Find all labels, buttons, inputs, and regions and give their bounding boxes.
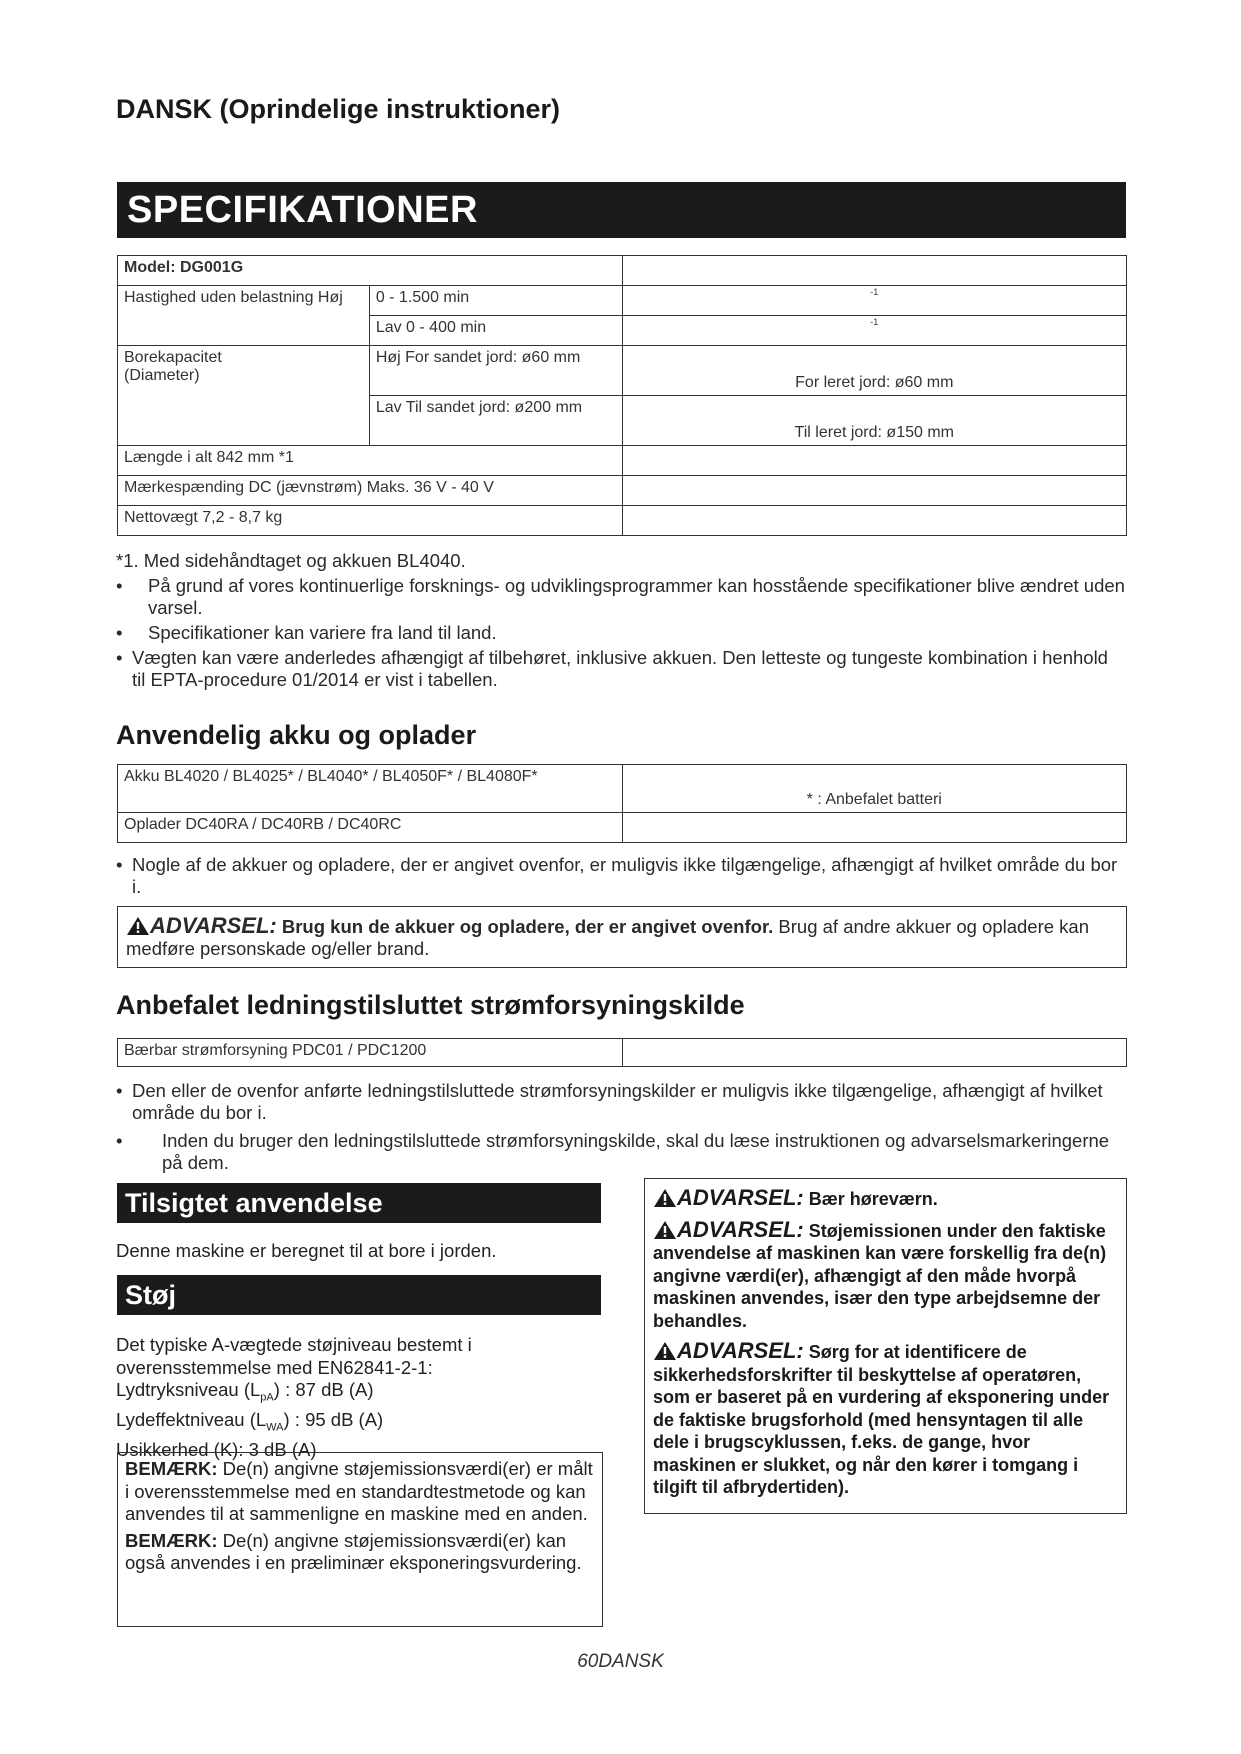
bullet-dot: •	[116, 1130, 123, 1151]
intended-use-text: Denne maskine er beregnet til at bore i jorden.	[116, 1240, 497, 1261]
speed-high-value: 0 - 1.500 min	[369, 286, 622, 316]
specifications-table	[117, 255, 1127, 536]
unit-superscript: -1	[870, 287, 879, 297]
capacity-low-sand: Lav Til sandet jord: ø200 mm	[369, 396, 622, 446]
note-item: • Specifikationer kan variere fra land til land.	[116, 622, 497, 643]
power-supply-heading: Anbefalet ledningstilsluttet strømforsyningskilde	[116, 990, 745, 1020]
noise-note-1: BEMÆRK: De(n) angivne støjemissionsværdi(er) er målt i overensstemmelse med en standardtestmetode og kan anvendes til at sammenligne en maskine med en anden.	[125, 1458, 593, 1524]
specifications-heading: SPECIFIKATIONER	[117, 182, 1126, 238]
warning-text: Brug af andre akkuer og opladere kan medføre personskade og/eller brand.	[126, 916, 1090, 959]
bullet-dot: •	[116, 854, 123, 875]
noise-values	[116, 1334, 602, 1462]
intended-use-heading: Tilsigtet anvendelse	[117, 1183, 601, 1223]
note-item: • Vægten kan være anderledes afhængigt af tilbehøret, inklusive akkuen. Den letteste og tungeste kombination i henhold til EPTA-procedure 01/2014 er vist i tabellen.	[116, 647, 1108, 690]
battery-availability-note: • Nogle af de akkuer og opladere, der er angivet ovenfor, er muligvis ikke tilgængelige, afhængigt af hvilket område du bor i.	[116, 854, 1118, 897]
noise-notes-box	[117, 1452, 603, 1627]
warning-triangle-icon	[126, 916, 150, 936]
document-language-title: DANSK (Oprindelige instruktioner)	[116, 94, 561, 124]
overall-length: Længde i alt 842 mm *1	[118, 446, 623, 476]
specification-notes	[116, 550, 1126, 691]
battery-list: Akku BL4020 / BL4025* / BL4040* / BL4050F* / BL4080F*	[118, 765, 623, 813]
speed-low-value: Lav 0 - 400 min	[369, 316, 622, 346]
warning-word: ADVARSEL:	[677, 1216, 804, 1242]
rated-voltage: Mærkespænding DC (jævnstrøm) Maks. 36 V - 40 V	[118, 476, 623, 506]
note-label: BEMÆRK:	[125, 1529, 218, 1551]
warning-triangle-icon	[653, 1188, 677, 1208]
warning-word: ADVARSEL:	[677, 1185, 804, 1210]
warning-triangle-icon	[653, 1341, 677, 1361]
sound-pressure-level: Lydtryksniveau $(L_{pA})$ : 87 dB (A)	[116, 1379, 374, 1404]
speed-label: Hastighed uden belastning Høj	[118, 286, 370, 346]
charger-list: Oplader DC40RA / DC40RB / DC40RC	[118, 813, 623, 843]
bullet-dot: •	[116, 647, 123, 668]
note-item: • Inden du bruger den ledningstilsluttede strømforsyningskilde, skal du læse instruktionen og advarselsmarkeringerne på dem.	[116, 1130, 1110, 1173]
noise-warnings-box	[644, 1178, 1127, 1514]
net-weight: Nettovægt 7,2 - 8,7 kg	[118, 506, 623, 536]
note-item: • Den eller de ovenfor anførte ledningstilsluttede strømforsyningskilder er muligvis ikke tilgængelige, afhængigt af hvilket område du bor i.	[116, 1080, 1103, 1123]
noise-heading: Støj	[117, 1275, 601, 1315]
model-label: Model: DG001G	[118, 256, 623, 286]
recommended-battery-note: * : Anbefalet batteri	[622, 765, 1127, 813]
noise-note-2: BEMÆRK: De(n) angivne støjemissionsværdi(er) kan også anvendes i en præliminær eksponeringsvurdering.	[125, 1529, 582, 1573]
battery-warning-box	[117, 906, 1127, 968]
sound-power-level: Lydeffektniveau $(L_{WA})$ : 95 dB (A)	[116, 1409, 384, 1434]
unit-superscript: -1	[870, 317, 879, 327]
power-supply-notes	[116, 1080, 1126, 1174]
bullet-dot: •	[116, 622, 123, 643]
power-supply-table	[117, 1038, 1127, 1067]
warning-safety-measures: ADVARSEL: Sørg for at identificere de sikkerhedsforskrifter til beskyttelse af operatøren, som er baseret på en vurdering af eksponering under de faktiske brugsforhold (med hensyntagen til alle dele i brugscyklussen, f.eks. de gange, hvor maskinen er slukket, og når den kører i tomgang i tilgift til afbrydertiden).	[653, 1338, 1110, 1497]
bullet-dot: •	[116, 1080, 123, 1101]
warning-word: ADVARSEL:	[150, 913, 277, 938]
warning-emission-difference: ADVARSEL: Støjemissionen under den faktiske anvendelse af maskinen kan være forskellig fra de(n) angivne værdi(er), afhængigt af den måde hvorpå maskinen anvendes, især den type arbejdsemne der behandles.	[653, 1216, 1107, 1331]
capacity-high-sand: Høj For sandet jord: ø60 mm	[369, 346, 622, 396]
bullet-dot: •	[116, 575, 123, 596]
capacity-high-clay: For leret jord: ø60 mm	[622, 346, 1126, 396]
warning-bold-text: Brug kun de akkuer og opladere, der er angivet ovenfor.	[281, 916, 774, 937]
battery-heading: Anvendelig akku og oplader	[116, 720, 477, 750]
capacity-label-line2: (Diameter)	[124, 367, 200, 384]
capacity-low-clay: Til leret jord: ø150 mm	[622, 396, 1126, 446]
note-label: BEMÆRK:	[125, 1458, 218, 1479]
warning-word: ADVARSEL:	[677, 1338, 804, 1363]
capacity-label-line1: Borekapacitet	[124, 349, 222, 366]
footnote: *1. Med sidehåndtaget og akkuen BL4040.	[116, 550, 466, 571]
battery-table	[117, 764, 1127, 843]
note-item: • På grund af vores kontinuerlige forsknings- og udviklingsprogrammer kan hosstående specifikationer blive ændret uden varsel.	[116, 575, 1125, 618]
warning-hearing: ADVARSEL: Bær høreværn.	[653, 1187, 1118, 1211]
capacity-label	[118, 346, 370, 446]
noise-intro: Det typiske A-vægtede støjniveau bestemt i overensstemmelse med EN62841-2-1:	[116, 1334, 472, 1378]
power-supply-item: Bærbar strømforsyning PDC01 / PDC1200	[118, 1039, 623, 1067]
page-number: 60DANSK	[577, 1651, 664, 1672]
warning-triangle-icon	[653, 1220, 677, 1240]
uncertainty: Usikkerhed (K): 3 dB (A)	[116, 1439, 317, 1461]
